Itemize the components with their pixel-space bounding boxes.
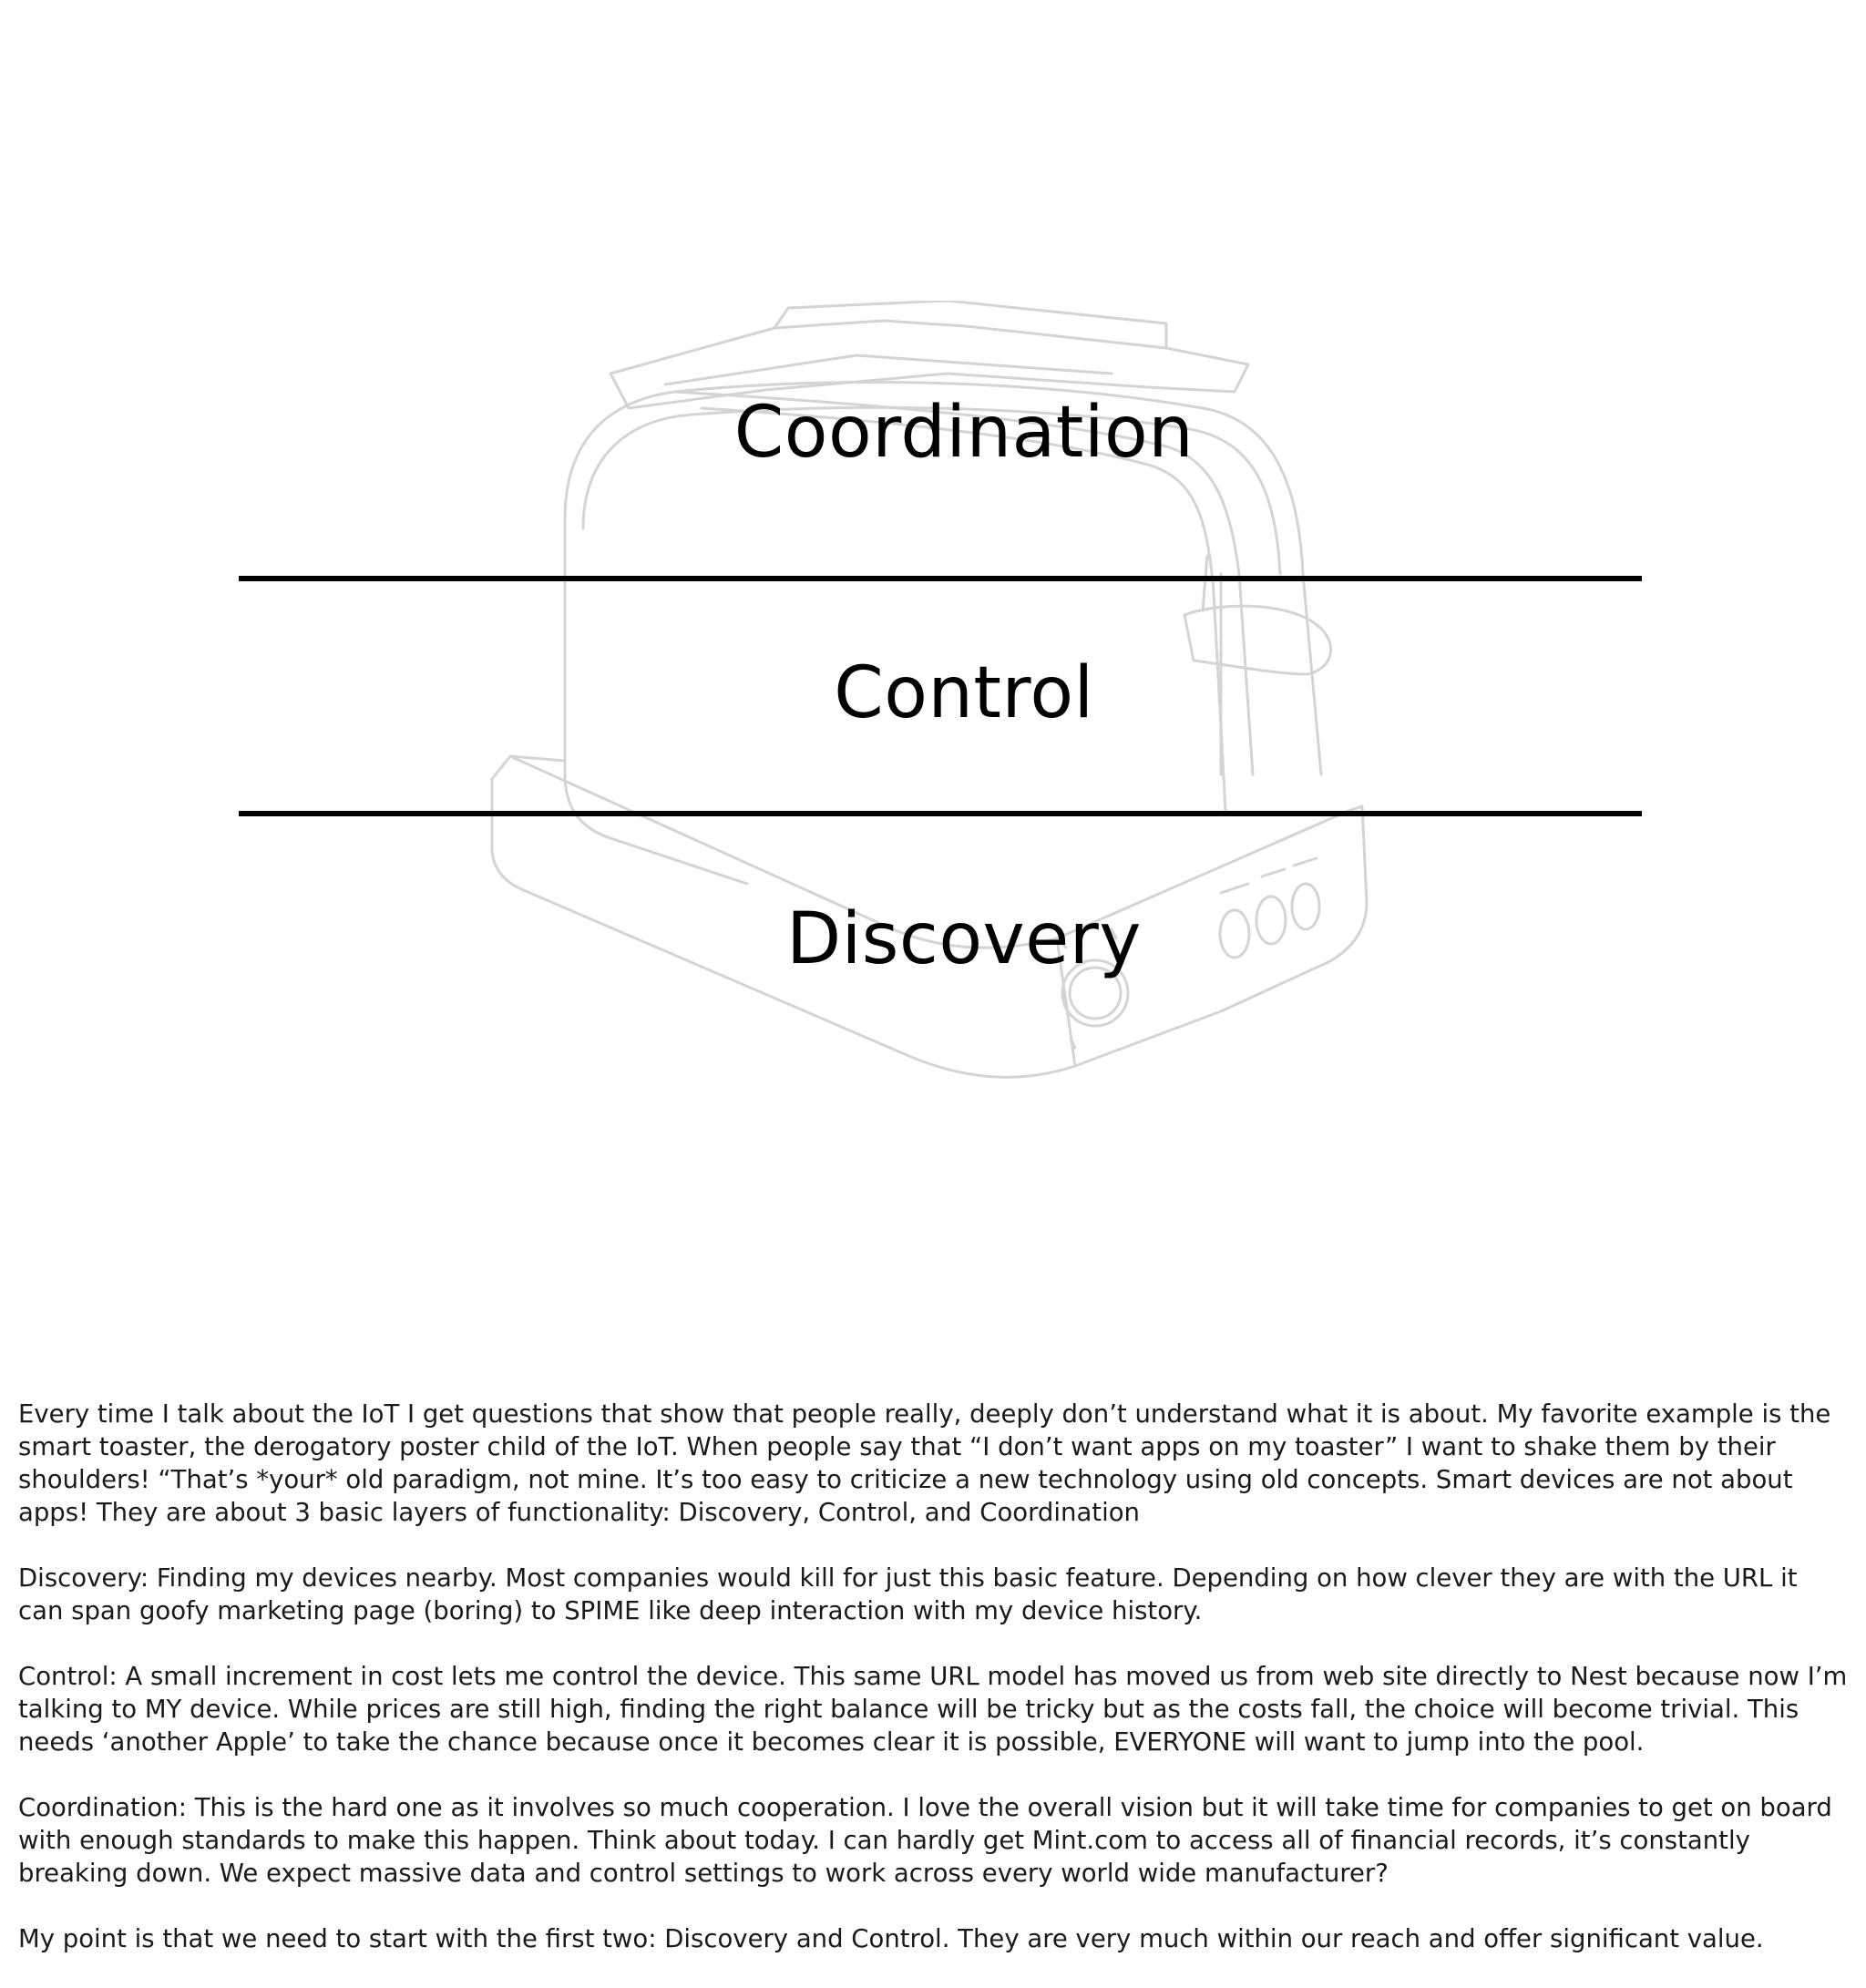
layer-title-discovery: Discovery	[786, 898, 1142, 980]
notes-paragraph-control: Control: A small increment in cost lets me control the device. This same URL model has moved us from web site directly to Nest because now I’m talking to MY device. While prices are still high, finding the right balance will be tricky but as the costs fall, the choice will become trivial. This needs ‘another Apple’ to take the chance because once it becomes clear it is possible, EVERYONE will want to jump into the pool.	[18, 1662, 1848, 1757]
layer-title-coordination: Coordination	[733, 392, 1194, 474]
notes-paragraph-conclusion: My point is that we need to start with the first two: Discovery and Control. They are very much within our reach and offer significant value.	[18, 1924, 1764, 1953]
divider-line	[239, 811, 1642, 816]
speaker-notes	[18, 1398, 1850, 1988]
notes-paragraph-coordination: Coordination: This is the hard one as it involves so much cooperation. I love the overall vision but it will take time for companies to get on board with enough standards to make this happen. Think about today. I can hardly get Mint.com to access all of financial records, it’s constantly breaking down. We expect massive data and control settings to work across every world wide manufacturer?	[18, 1793, 1832, 1888]
divider-line	[239, 576, 1642, 581]
notes-paragraph-intro: Every time I talk about the IoT I get questions that show that people really, deeply don’t understand what it is about. My favorite example is the smart toaster, the derogatory poster child of the IoT. When people say that “I don’t want apps on my toaster” I want to shake them by their shoulders! “That’s *your* old paradigm, not mine. It’s too easy to criticize a new technology using old concepts. Smart devices are not about apps! They are about 3 basic layers of functionality: Discovery, Control, and Coordination	[18, 1399, 1831, 1527]
layer-title-control: Control	[834, 652, 1094, 734]
notes-paragraph-discovery: Discovery: Finding my devices nearby. Most companies would kill for just this basic feature. Depending on how clever they are with the URL it can span goofy marketing page (boring) to SPIME like deep interaction with my device history.	[18, 1563, 1798, 1625]
